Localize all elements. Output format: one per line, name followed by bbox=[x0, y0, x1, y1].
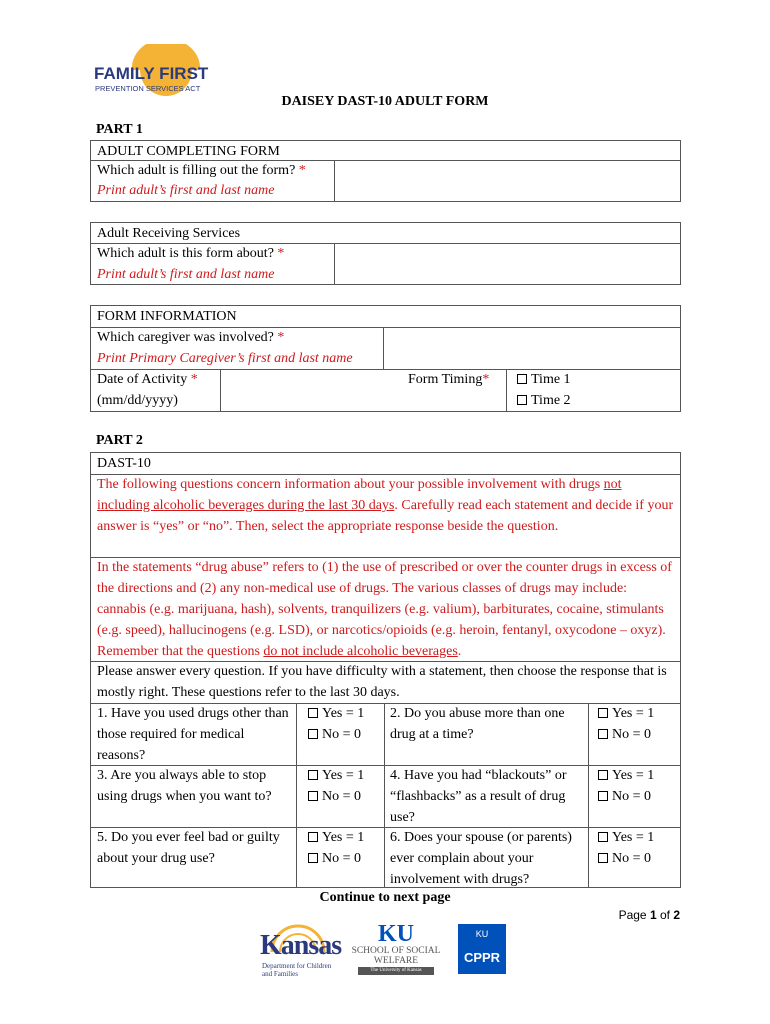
question-3: 3. Are you always able to stop using drugs when you want to? bbox=[97, 768, 272, 804]
checkbox-icon[interactable] bbox=[517, 374, 527, 384]
ku-wordmark: KU bbox=[378, 921, 414, 947]
completing-hint: Print adult’s first and last name bbox=[97, 183, 275, 198]
logo-title: FAMILY FIRST bbox=[94, 64, 209, 83]
q5-yes-option[interactable]: Yes = 1 bbox=[308, 827, 364, 848]
receiving-header: Adult Receiving Services bbox=[97, 226, 241, 241]
receiving-hint: Print adult’s first and last name bbox=[97, 267, 275, 282]
ku-social-welfare-logo bbox=[350, 922, 442, 980]
form-information-section bbox=[90, 305, 681, 412]
receiving-name-field[interactable] bbox=[335, 244, 680, 284]
completing-header: ADULT COMPLETING FORM bbox=[97, 144, 280, 159]
caregiver-hint: Print Primary Caregiver’s first and last name bbox=[97, 351, 353, 366]
caregiver-question: Which caregiver was involved? * bbox=[97, 330, 285, 345]
part1-heading: PART 1 bbox=[96, 122, 143, 137]
receiving-question: Which adult is this form about? * bbox=[97, 246, 285, 261]
checkbox-icon[interactable] bbox=[308, 853, 318, 863]
checkbox-icon[interactable] bbox=[308, 770, 318, 780]
question-2: 2. Do you abuse more than one drug at a time? bbox=[390, 706, 565, 742]
question-2-response bbox=[592, 703, 654, 745]
logo-subtitle: PREVENTION SERVICES ACT bbox=[95, 84, 201, 93]
kansas-dcf-subtitle: Department for Children and Families bbox=[262, 962, 332, 978]
part2-heading: PART 2 bbox=[96, 433, 143, 448]
caregiver-name-field[interactable] bbox=[384, 328, 680, 369]
question-1: 1. Have you used drugs other than those required for medical reasons? bbox=[97, 706, 289, 763]
q2-no-option[interactable]: No = 0 bbox=[598, 724, 654, 745]
q4-no-option[interactable]: No = 0 bbox=[598, 786, 654, 807]
question-5-response bbox=[302, 827, 364, 869]
date-field[interactable] bbox=[221, 370, 401, 411]
q6-yes-option[interactable]: Yes = 1 bbox=[598, 827, 654, 848]
school-wordmark: SCHOOL OF SOCIAL WELFARE bbox=[351, 946, 441, 966]
continue-note: Continue to next page bbox=[319, 890, 451, 905]
kansas-dcf-logo bbox=[258, 922, 340, 984]
adult-receiving-section bbox=[90, 222, 681, 285]
school-subtitle: The University of Kansas bbox=[358, 967, 434, 975]
checkbox-icon[interactable] bbox=[308, 832, 318, 842]
checkbox-icon[interactable] bbox=[308, 708, 318, 718]
date-format: (mm/dd/yyyy) bbox=[97, 393, 178, 408]
completing-name-field[interactable] bbox=[335, 161, 680, 201]
q5-no-option[interactable]: No = 0 bbox=[308, 848, 364, 869]
checkbox-icon[interactable] bbox=[598, 729, 608, 739]
date-label: Date of Activity * bbox=[97, 372, 198, 387]
info-header: FORM INFORMATION bbox=[97, 309, 237, 324]
question-6-response bbox=[592, 827, 654, 869]
q3-yes-option[interactable]: Yes = 1 bbox=[308, 765, 364, 786]
form-title: DAISEY DAST-10 ADULT FORM bbox=[281, 94, 489, 109]
cppr-ku-mark: KU bbox=[475, 929, 489, 939]
q1-yes-option[interactable]: Yes = 1 bbox=[308, 703, 364, 724]
timing-option-time1[interactable]: Time 1 bbox=[511, 369, 571, 390]
checkbox-icon[interactable] bbox=[598, 832, 608, 842]
checkbox-icon[interactable] bbox=[308, 729, 318, 739]
q1-no-option[interactable]: No = 0 bbox=[308, 724, 364, 745]
timing-option-time2[interactable]: Time 2 bbox=[511, 390, 571, 411]
question-5: 5. Do you ever feel bad or guilty about your drug use? bbox=[97, 830, 280, 866]
page-number: Page 1 of 2 bbox=[618, 908, 680, 922]
completing-question: Which adult is filling out the form? * bbox=[97, 163, 306, 178]
checkbox-icon[interactable] bbox=[598, 853, 608, 863]
dast10-section bbox=[90, 452, 681, 888]
question-4: 4. Have you had “blackouts” or “flashbacks” as a result of drug use? bbox=[390, 768, 567, 825]
q6-no-option[interactable]: No = 0 bbox=[598, 848, 654, 869]
cppr-wordmark: CPPR bbox=[463, 950, 501, 965]
kansas-wordmark: Kansas bbox=[260, 930, 342, 961]
question-6: 6. Does your spouse (or parents) ever complain about your involvement with drugs? bbox=[390, 830, 572, 887]
checkbox-icon[interactable] bbox=[598, 708, 608, 718]
dast10-definition: In the statements “drug abuse” refers to (1) the use of prescribed or over the counter drugs in excess of the directions and (2) any non-medical use of drugs. The various classes of drugs may include: cannabis (e.g. marijuana, hash), solvents, tranquilizers (e.g. valium), barbiturates, cocaine, stimulants (e.g. speed), hallucinogens (e.g. LSD), or narcotics/opioids (e.g. heroin, fentanyl, oxycodone – oxyz). Remember that the questions do not include alcoholic beverages. bbox=[97, 560, 672, 659]
ku-cppr-logo bbox=[458, 924, 506, 974]
checkbox-icon[interactable] bbox=[308, 791, 318, 801]
dast10-header: DAST-10 bbox=[97, 456, 151, 471]
form-timing-label: Form Timing* bbox=[408, 372, 490, 387]
question-4-response bbox=[592, 765, 654, 807]
dast10-instructions: Please answer every question. If you have difficulty with a statement, then choose the response that is mostly right. These questions refer to the last 30 days. bbox=[97, 664, 667, 700]
checkbox-icon[interactable] bbox=[598, 770, 608, 780]
q4-yes-option[interactable]: Yes = 1 bbox=[598, 765, 654, 786]
checkbox-icon[interactable] bbox=[598, 791, 608, 801]
checkbox-icon[interactable] bbox=[517, 395, 527, 405]
dast10-intro: The following questions concern information about your possible involvement with drugs not including alcoholic beverages during the last 30 days. Carefully read each statement and decide if your answer is “yes” or “no”. Then, select the appropriate response beside the question. bbox=[97, 477, 674, 534]
question-1-response bbox=[302, 703, 364, 745]
q3-no-option[interactable]: No = 0 bbox=[308, 786, 364, 807]
adult-completing-section bbox=[90, 140, 681, 202]
question-3-response bbox=[302, 765, 364, 807]
q2-yes-option[interactable]: Yes = 1 bbox=[598, 703, 654, 724]
